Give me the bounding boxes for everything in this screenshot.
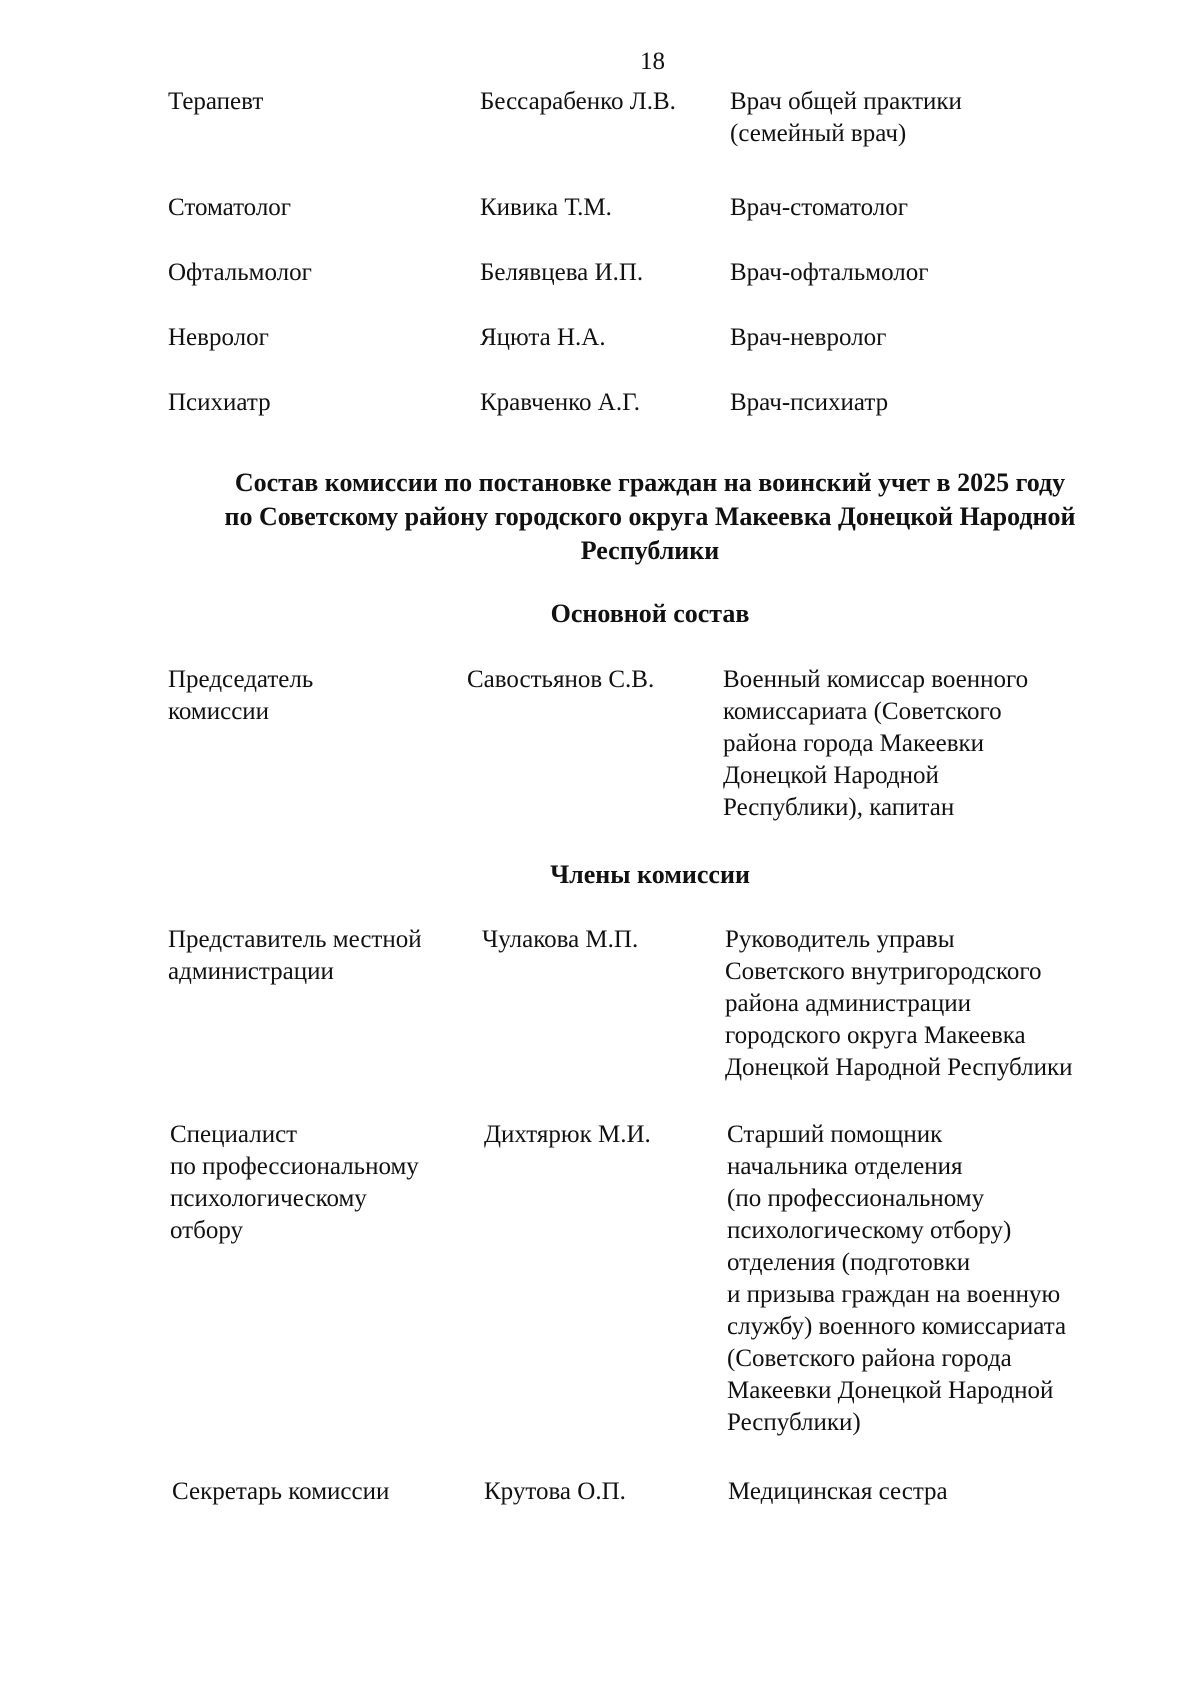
- doctor-role: Терапевт: [168, 88, 264, 115]
- doctor-position: Врач-стоматолог: [730, 194, 908, 221]
- doctor-name: Яцюта Н.А.: [480, 324, 606, 351]
- doctor-name: Кравченко А.Г.: [480, 389, 640, 416]
- member-role: Представитель местной администрации: [168, 926, 422, 985]
- doctor-name: Бессарабенко Л.В.: [480, 88, 676, 115]
- member-name: Чулакова М.П.: [482, 926, 639, 953]
- commission-title: Состав комиссии по постановке граждан на воинский учет в 2025 году по Советскому району городского округа Макеевка Донецкой Народной Республики: [224, 468, 1076, 565]
- doctor-role: Офтальмолог: [168, 259, 312, 286]
- page-number: 18: [640, 48, 665, 75]
- member-position: Старший помощник начальника отделения (по профессиональному психологическому отбору) отделения (подготовки и призыва граждан на военную службу) военного комиссариата (Советского района города Макеевки Донецкой Народной Республики): [727, 1121, 1067, 1436]
- chairman-role: Председатель комиссии: [168, 666, 314, 725]
- doctor-name: Кивика Т.М.: [480, 194, 612, 221]
- doctor-role: Стоматолог: [168, 194, 292, 221]
- member-position: Руководитель управы Советского внутригородского района администрации городского округа Макеевка Донецкой Народной Республики: [725, 926, 1073, 1081]
- chairman-position: Военный комиссар военного комиссариата (Советского района города Макеевки Донецкой Народной Республики), капитан: [723, 666, 1029, 821]
- doctor-role: Невролог: [168, 324, 269, 351]
- doctor-name: Белявцева И.П.: [480, 259, 644, 286]
- member-role: Специалист по профессиональному психологическому отбору: [170, 1121, 419, 1244]
- doctor-position: Врач-офтальмолог: [730, 259, 929, 286]
- member-role: Секретарь комиссии: [172, 1478, 390, 1505]
- main-composition-heading: Основной состав: [550, 599, 750, 628]
- member-position: Медицинская сестра: [728, 1478, 948, 1505]
- doctor-position: Врач-психиатр: [730, 389, 889, 416]
- doctor-position: Врач-невролог: [730, 324, 887, 351]
- member-name: Дихтярюк М.И.: [484, 1121, 651, 1148]
- member-name: Крутова О.П.: [484, 1478, 626, 1505]
- doctor-role: Психиатр: [168, 389, 271, 416]
- chairman-name: Савостьянов С.В.: [467, 666, 655, 693]
- doctor-position: Врач общей практики (семейный врач): [730, 88, 962, 147]
- members-heading: Члены комиссии: [550, 860, 750, 889]
